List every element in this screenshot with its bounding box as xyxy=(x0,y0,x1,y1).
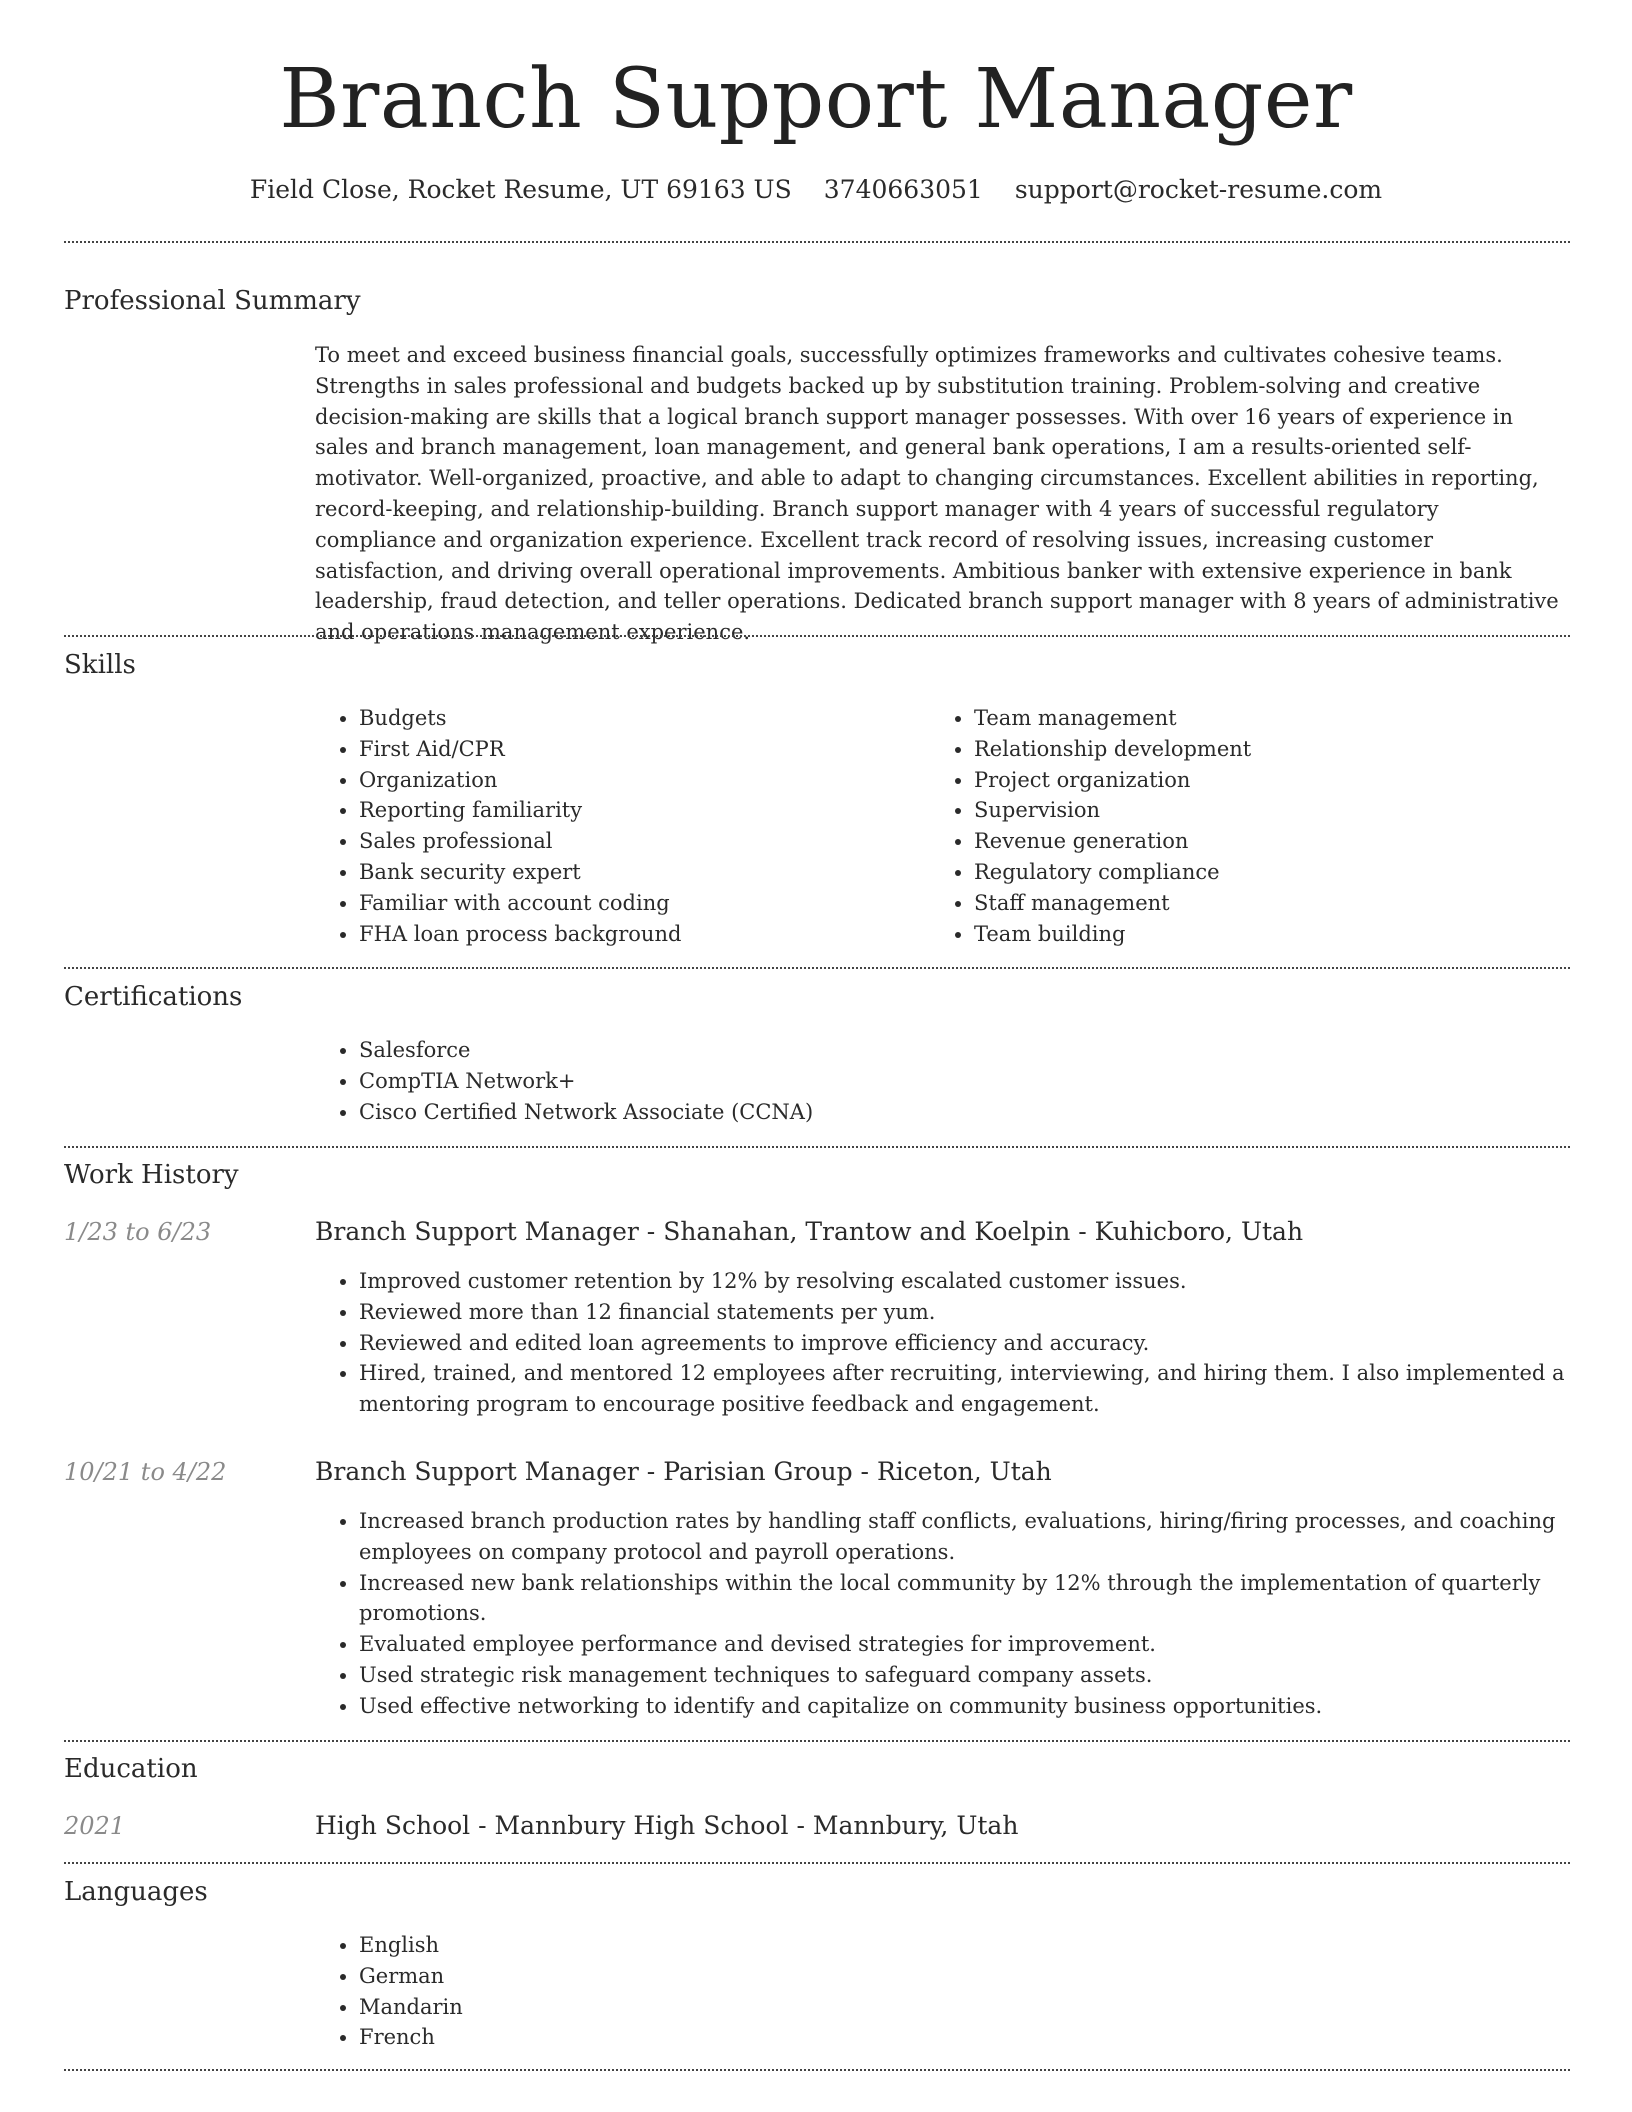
skill-item: • Project organization xyxy=(974,765,1534,796)
divider xyxy=(64,1146,1570,1148)
job-heading: Branch Support Manager - Shanahan, Trantow and Koelpin - Kuhicboro, Utah xyxy=(315,1217,1304,1246)
divider xyxy=(64,1740,1570,1742)
education-date: 2021 xyxy=(64,1812,126,1840)
job-bullet: • Reviewed more than 12 financial statements per yum. xyxy=(359,1297,1589,1328)
contact-phone: 3740663051 xyxy=(823,175,983,204)
summary-heading: Professional Summary xyxy=(64,286,361,316)
contact-address: Field Close, Rocket Resume, UT 69163 US xyxy=(249,175,792,204)
languages-list xyxy=(315,1930,959,2053)
skill-item: • Revenue generation xyxy=(974,826,1534,857)
divider xyxy=(64,241,1570,243)
certification-item: • CompTIA Network+ xyxy=(359,1066,1559,1097)
job-date: 10/21 to 4/22 xyxy=(64,1458,227,1486)
language-item: • French xyxy=(359,2022,959,2053)
job-bullet: • Increased branch production rates by handling staff conflicts, evaluations, hiring/firing processes, and coaching employees on company protocol and payroll operations. xyxy=(359,1506,1589,1568)
skill-item: • Relationship development xyxy=(974,734,1534,765)
language-item: • Mandarin xyxy=(359,1992,959,2023)
divider xyxy=(64,1862,1570,1864)
skill-item: • Organization xyxy=(359,765,919,796)
candidate-name: Branch Support Manager xyxy=(279,52,1353,147)
skill-item: • Team building xyxy=(974,919,1534,950)
contact-email: support@rocket-resume.com xyxy=(1014,175,1383,204)
certifications-heading: Certifications xyxy=(64,982,243,1012)
skill-item: • Reporting familiarity xyxy=(359,795,919,826)
language-item: • German xyxy=(359,1961,959,1992)
skill-item: • Familiar with account coding xyxy=(359,888,919,919)
skill-item: • Team management xyxy=(974,703,1534,734)
summary-text: To meet and exceed business financial goals, successfully optimizes frameworks and cultivates cohesive teams. Strengths in sales professional and budgets backed up by substitution training. Problem-solving and creative decision-making are skills that a logical branch support manager possesses. With over 16 years of experience in sales and branch management, loan management, and general bank operations, I am a results-oriented self-motivator. Well-organized, proactive, and able to adapt to changing circumstances. Excellent abilities in reporting, record-keeping, and relationship-building. Branch support manager with 4 years of successful regulatory compliance and organization experience. Excellent track record of resolving issues, increasing customer satisfaction, and driving overall operational improvements. Ambitious banker with extensive experience in bank leadership, fraud detection, and teller operations. Dedicated branch support manager with 8 years of administrative and operations management experience. xyxy=(315,343,1559,645)
job-heading: Branch Support Manager - Parisian Group - Riceton, Utah xyxy=(315,1457,1052,1486)
job-bullet: • Reviewed and edited loan agreements to improve efficiency and accuracy. xyxy=(359,1328,1589,1359)
contact-line xyxy=(0,170,1632,210)
skill-item: • Budgets xyxy=(359,703,919,734)
skill-item: • Regulatory compliance xyxy=(974,857,1534,888)
certification-item: • Salesforce xyxy=(359,1035,1559,1066)
job-bullet: • Hired, trained, and mentored 12 employees after recruiting, interviewing, and hiring them. I also implemented a mentoring program to encourage positive feedback and engagement. xyxy=(359,1358,1589,1420)
job-bullet: • Used effective networking to identify and capitalize on community business opportunities. xyxy=(359,1691,1589,1722)
job-bullets xyxy=(315,1506,1589,1722)
job-bullet: • Used strategic risk management techniques to safeguard company assets. xyxy=(359,1660,1589,1691)
skill-item: • Bank security expert xyxy=(359,857,919,888)
skills-list-right xyxy=(930,703,1534,949)
divider xyxy=(64,635,1570,637)
skill-item: • Staff management xyxy=(974,888,1534,919)
skill-item: • First Aid/CPR xyxy=(359,734,919,765)
job-bullet: • Evaluated employee performance and devised strategies for improvement. xyxy=(359,1629,1589,1660)
certification-item: • Cisco Certified Network Associate (CCNA) xyxy=(359,1097,1559,1128)
languages-heading: Languages xyxy=(64,1877,208,1907)
job-bullet: • Improved customer retention by 12% by resolving escalated customer issues. xyxy=(359,1266,1589,1297)
education-heading-line: High School - Mannbury High School - Mannbury, Utah xyxy=(315,1811,1019,1840)
job-bullet: • Increased new bank relationships within the local community by 12% through the implementation of quarterly promotions. xyxy=(359,1568,1589,1630)
skills-list-left xyxy=(315,703,919,949)
certifications-list xyxy=(315,1035,1559,1127)
divider xyxy=(64,2069,1570,2071)
education-heading: Education xyxy=(64,1754,198,1784)
skill-item: • Sales professional xyxy=(359,826,919,857)
work-history-heading: Work History xyxy=(64,1160,239,1190)
language-item: • English xyxy=(359,1930,959,1961)
skill-item: • Supervision xyxy=(974,795,1534,826)
skills-heading: Skills xyxy=(64,650,136,680)
job-bullets xyxy=(315,1266,1589,1420)
skill-item: • FHA loan process background xyxy=(359,919,919,950)
job-date: 1/23 to 6/23 xyxy=(64,1218,212,1246)
divider xyxy=(64,967,1570,969)
